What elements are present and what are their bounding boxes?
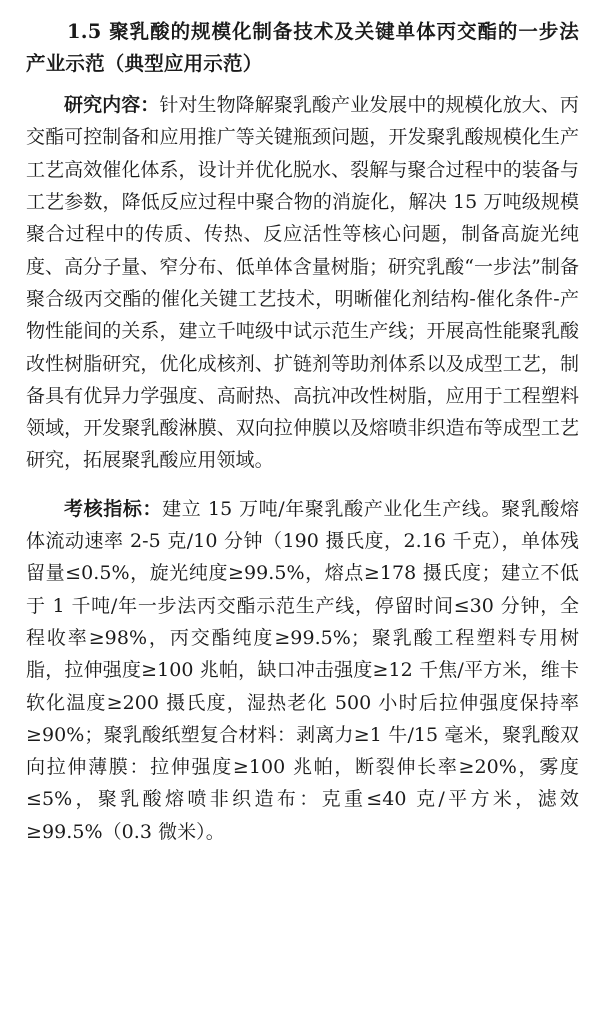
paragraph-label-assessment-metrics: 考核指标： xyxy=(64,497,163,520)
paragraph-label-research-content: 研究内容： xyxy=(64,94,160,117)
paragraph-text-research-content: 针对生物降解聚乳酸产业发展中的规模化放大、丙交酯可控制备和应用推广等关键瓶颈问题，开发聚乳酸规模化生产工艺高效催化体系，设计并优化脱水、裂解与聚合过程中的装备与工艺参数，降低反应过程中聚合物的消旋化，解决 15 万吨级规模聚合过程中的传质、传热、反应活性等核心问题，制备高旋光纯度、高分子量、窄分布、低单体含量树脂；研究乳酸“一步法”制备聚合级丙交酯的催化关键工艺技术，明晰催化剂结构-催化条件-产物性能间的关系，建立千吨级中试示范生产线；开展高性能聚乳酸改性树脂研究，优化成核剂、扩链剂等助剂体系以及成型工艺，制备具有优异力学强度、高耐热、高抗冲改性树脂，应用于工程塑料领域，开发聚乳酸淋膜、双向拉伸膜以及熔喷非织造布等成型工艺研究，拓展聚乳酸应用领域。 xyxy=(26,94,579,472)
page-title: 1.5 聚乳酸的规模化制备技术及关键单体丙交酯的一步法产业示范（典型应用示范） xyxy=(26,20,579,75)
paragraph-assessment-metrics xyxy=(26,493,579,848)
paragraph-text-assessment-metrics: 建立 15 万吨/年聚乳酸产业化生产线。聚乳酸熔体流动速率 2-5 克/10 分钟（190 摄氏度，2.16 千克），单体残留量≤0.5%，旋光纯度≥99.5%，熔点≥178 摄氏度；建立不低于 1 千吨/年一步法丙交酯示范生产线，停留时间≤30 分钟，全程收率≥98%，丙交酯纯度≥99.5%；聚乳酸工程塑料专用树脂，拉伸强度≥100 兆帕，缺口冲击强度≥12 千焦/平方米，维卡软化温度≥200 摄氏度，湿热老化 500 小时后拉伸强度保持率≥90%；聚乳酸纸塑复合材料：剥离力≥1 牛/15 毫米，聚乳酸双向拉伸薄膜：拉伸强度≥100 兆帕，断裂伸长率≥20%，雾度≤5%，聚乳酸熔喷非织造布：克重≤40 克/平方米，滤效≥99.5%（0.3 微米）。 xyxy=(26,497,579,843)
paragraph-research-content xyxy=(26,89,579,477)
paragraph-spacer xyxy=(26,477,579,493)
